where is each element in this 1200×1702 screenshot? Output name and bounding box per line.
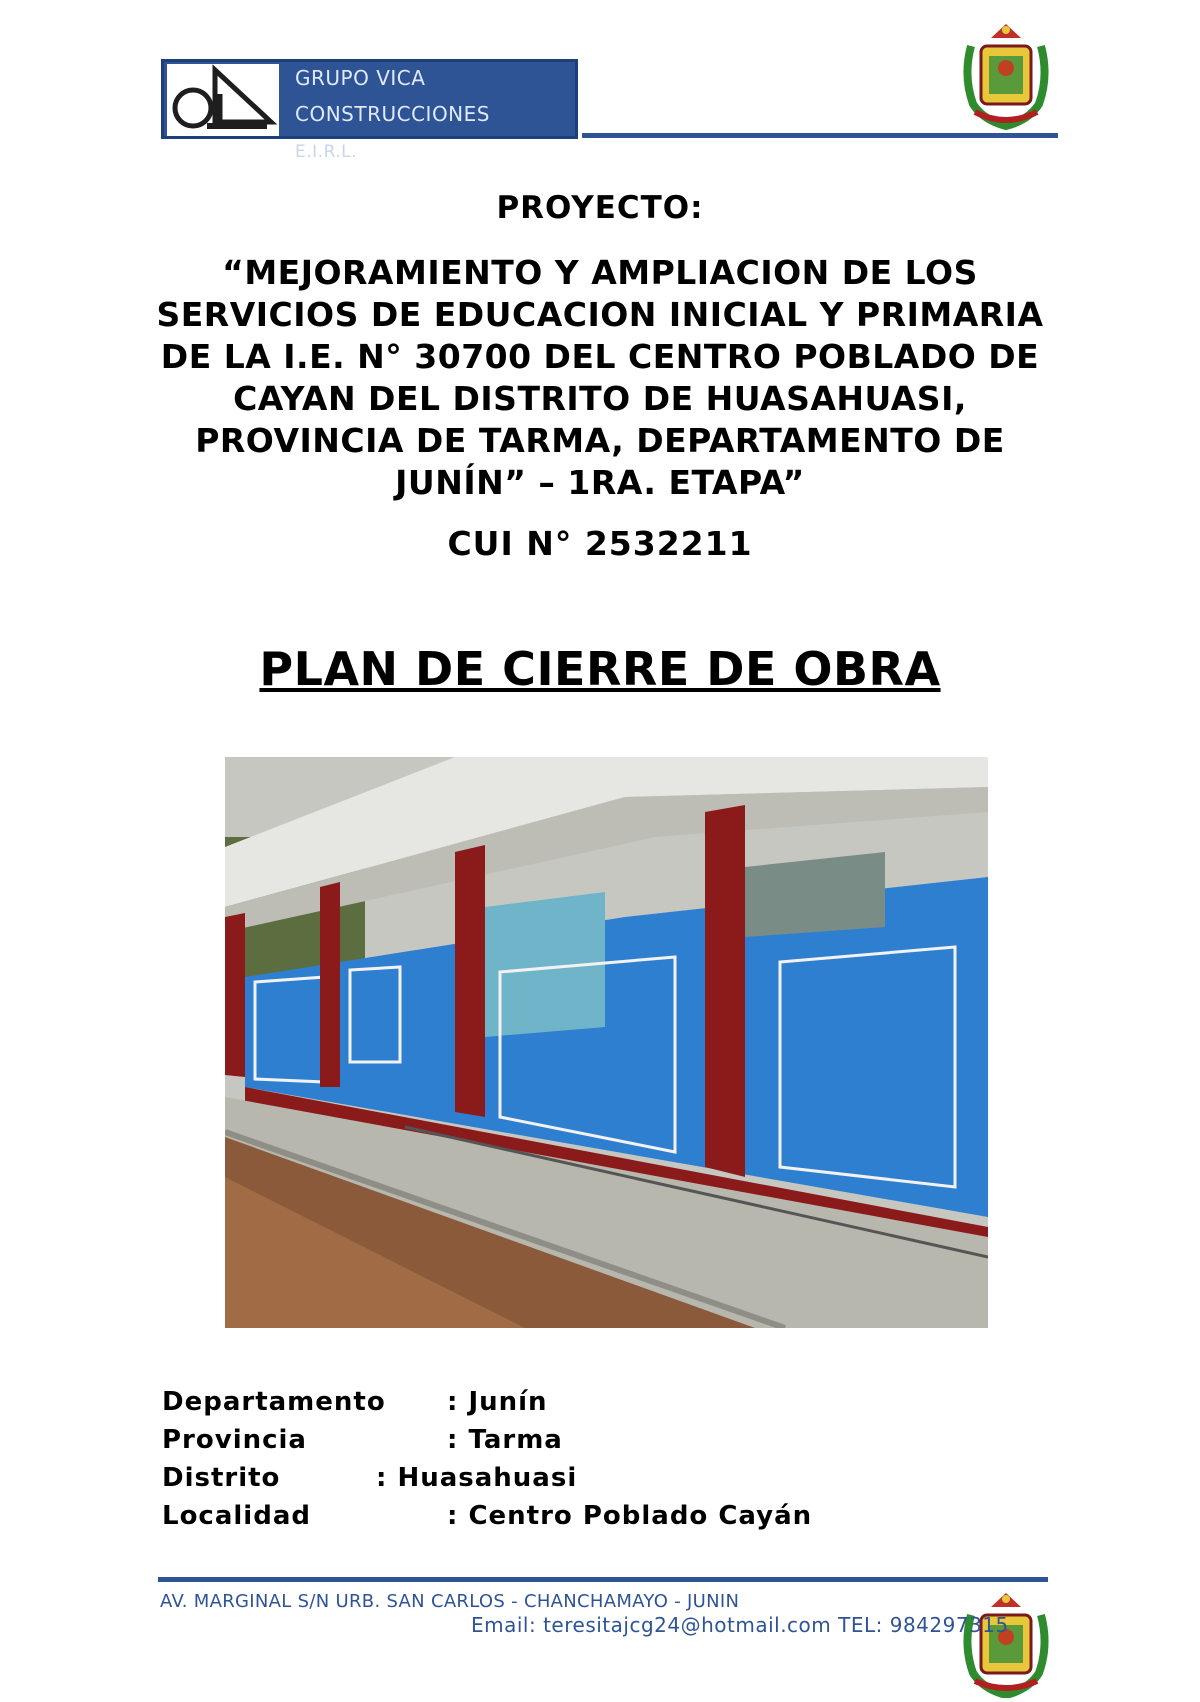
project-cui: CUI N° 2532211 bbox=[447, 524, 753, 563]
company-name-line-3: E.I.R.L. bbox=[295, 142, 358, 162]
location-value: : Centro Poblado Cayán bbox=[447, 1501, 813, 1531]
company-name-line-1: GRUPO VICA bbox=[295, 66, 426, 90]
location-value: : Junín bbox=[447, 1387, 548, 1417]
footer-contact: Email: teresitajcg24@hotmail.com TEL: 984297315 bbox=[471, 1613, 1009, 1637]
coat-of-arms-icon bbox=[961, 16, 1051, 132]
coat-of-arms-icon bbox=[961, 1585, 1051, 1698]
location-label: Distrito bbox=[162, 1463, 281, 1493]
project-title: “MEJORAMIENTO Y AMPLIACION DE LOS SERVICIOS DE EDUCACION INICIAL Y PRIMARIA DE LA I.E. N° 30700 DEL CENTRO POBLADO DE CAYAN DEL DISTRITO DE HUASAHUASI, PROVINCIA DE TARMA, DEPARTAMENTO DE JUNÍN” – 1RA. ETAPA” bbox=[156, 253, 1044, 502]
location-label: Provincia bbox=[162, 1425, 307, 1455]
location-value: : Huasahuasi bbox=[376, 1463, 578, 1493]
company-logo-icon bbox=[167, 64, 279, 136]
school-building-photo bbox=[225, 757, 988, 1328]
company-name-line-2: CONSTRUCCIONES bbox=[295, 102, 490, 126]
document-title: PLAN DE CIERRE DE OBRA bbox=[259, 642, 941, 696]
header-divider bbox=[582, 133, 1058, 138]
location-label: Localidad bbox=[162, 1501, 311, 1531]
location-label: Departamento bbox=[162, 1387, 386, 1417]
footer-divider bbox=[158, 1577, 1048, 1582]
footer-address: AV. MARGINAL S/N URB. SAN CARLOS - CHANCHAMAYO - JUNIN bbox=[160, 1591, 740, 1612]
location-value: : Tarma bbox=[447, 1425, 563, 1455]
project-label: PROYECTO: bbox=[496, 190, 704, 226]
